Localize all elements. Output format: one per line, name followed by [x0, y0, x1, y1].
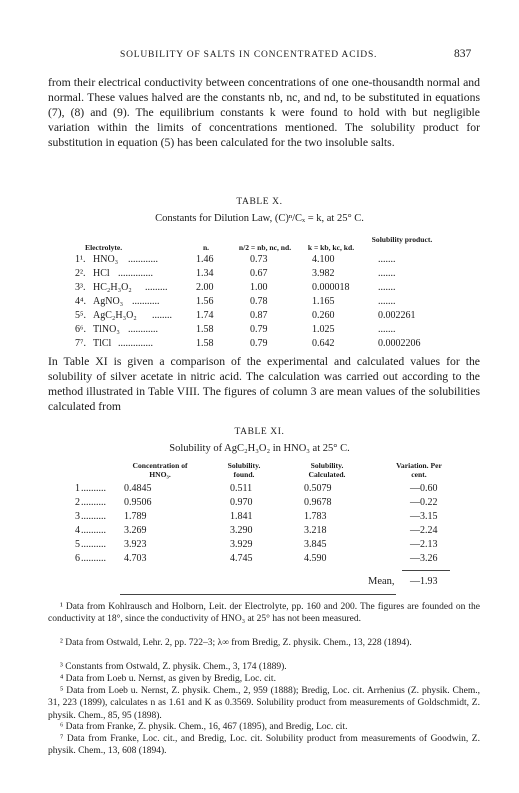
table-row: 4⁴. AgNO₃ ........... 1.56 0.78 1.165 ....... — [75, 296, 396, 307]
table-row: 3 .......... 1.789 1.841 1.783 —3.15 — [75, 511, 438, 522]
table-xi-subtitle: Solubility of AgC₂H₃O₂ in HNO₃ at 25° C. — [169, 443, 350, 454]
paragraph-1: from their electrical conductivity between concentrations of one one-thousandth normal and normal. These values halved are the constants nb, nc, and nd, to be substituted in equations (7), (8) and (9). The equilibrium constants k were found to hold with but negligible variation within the limits of concentrations mentioned. The solubility product for substitution in equation (5) has been calculated for the two insoluble salts. — [48, 76, 480, 149]
running-title: SOLUBILITY OF SALTS IN CONCENTRATED ACIDS. — [120, 50, 378, 60]
table-row: 1 .......... 0.4845 0.511 0.5079 —0.60 — [75, 483, 438, 494]
table-xi-header-found: Solubility. found. — [227, 461, 261, 479]
table-xi-header-concentration: Concentration of HNO₃. — [132, 461, 188, 479]
table-row: 7⁷. TlCl .............. 1.58 0.79 0.642 0.0002206 — [75, 338, 421, 349]
table-row: 1¹. HNO₃ ............ 1.46 0.73 4.100 ....... — [75, 254, 396, 265]
footnote-1: ¹ Data from Kohlrausch and Holborn, Leit. der Electrolyte, pp. 160 and 200. The figures are founded on the conductivity at 18°, since the conductivity of HNO₃ at 25° has not been measured. — [48, 602, 480, 625]
table-row: 2 .......... 0.9506 0.970 0.9678 —0.22 — [75, 497, 438, 508]
footnote-6: ⁶ Data from Franke, Z. physik. Chem., 16, 467 (1895), and Bredig, Loc. cit. — [60, 722, 348, 732]
table-x-header-electrolyte: Electrolyte. — [85, 243, 123, 252]
footnote-divider — [120, 594, 396, 595]
mean-value: —1.93 — [410, 576, 438, 587]
footnote-5: ⁵ Data from Loeb u. Nernst, Z. physik. Chem., 2, 959 (1888); Bredig, Loc. cit. Arrhenius (Z. physik. Chem., 31, 223 (1899), calculates n as 1.61 and K as 0.3569. Solubility product from measurements of Goldschmidt, Z. physik. Chem., 85, 95 (1898). — [48, 686, 480, 721]
footnote-7: ⁷ Data from Franke, Loc. cit., and Bredig, Loc. cit. Solubility product from measurements of Goodwin, Z. physik. Chem., 13, 608 (1894). — [48, 734, 480, 757]
paragraph-2: In Table XI is given a comparison of the experimental and calculated values for the solubility of silver acetate in nitric acid. The calculation was carried out according to the method illustrated in Table VIII. The figures of column 3 are mean values of the solubilities calculated from — [48, 355, 480, 413]
table-x-header-k: k = kb, kc, kd. — [307, 243, 355, 252]
page-number: 837 — [454, 48, 472, 60]
footnote-4: ⁴ Data from Loeb u. Nernst, as given by Bredig, Loc. cit. — [60, 674, 276, 684]
table-xi-header-variation: Variation. Per cent. — [396, 461, 442, 479]
table-row: 4 .......... 3.269 3.290 3.218 —2.24 — [75, 525, 438, 536]
table-row: 5 .......... 3.923 3.929 3.845 —2.13 — [75, 539, 438, 550]
table-x-header-solubility-product: Solubility product. — [371, 235, 433, 244]
mean-divider — [402, 570, 450, 571]
table-x-title: TABLE X. — [236, 197, 283, 207]
table-x-header-n: n. — [202, 243, 210, 252]
table-row: 2². HCl .............. 1.34 0.67 3.982 ....... — [75, 268, 396, 279]
footnote-3: ³ Constants from Ostwald, Z. physik. Chem., 3, 174 (1889). — [60, 662, 287, 672]
table-row: 6 .......... 4.703 4.745 4.590 —3.26 — [75, 553, 438, 564]
table-x-header-nhalf: n/2 = nb, nc, nd. — [238, 243, 292, 252]
mean-label: Mean, — [368, 576, 395, 587]
table-row: 6⁶. TlNO₃ ............ 1.58 0.79 1.025 ....... — [75, 324, 396, 335]
footnote-2: ² Data from Ostwald, Lehr. 2, pp. 722–3; λ∞ from Bredig, Z. physik. Chem., 13, 228 (1894). — [60, 638, 412, 648]
table-x-subtitle: Constants for Dilution Law, (C)ⁿ/Cₓ = k, at 25° C. — [155, 213, 364, 224]
table-row: 5⁵. AgC₂H₃O₂ ........ 1.74 0.87 0.260 0.002261 — [75, 310, 416, 321]
table-row: 3³. HC₂H₃O₂ ......... 2.00 1.00 0.000018 ....... — [75, 282, 396, 293]
table-xi-title: TABLE XI. — [234, 427, 285, 437]
table-xi-header-calculated: Solubility. Calculated. — [308, 461, 346, 479]
